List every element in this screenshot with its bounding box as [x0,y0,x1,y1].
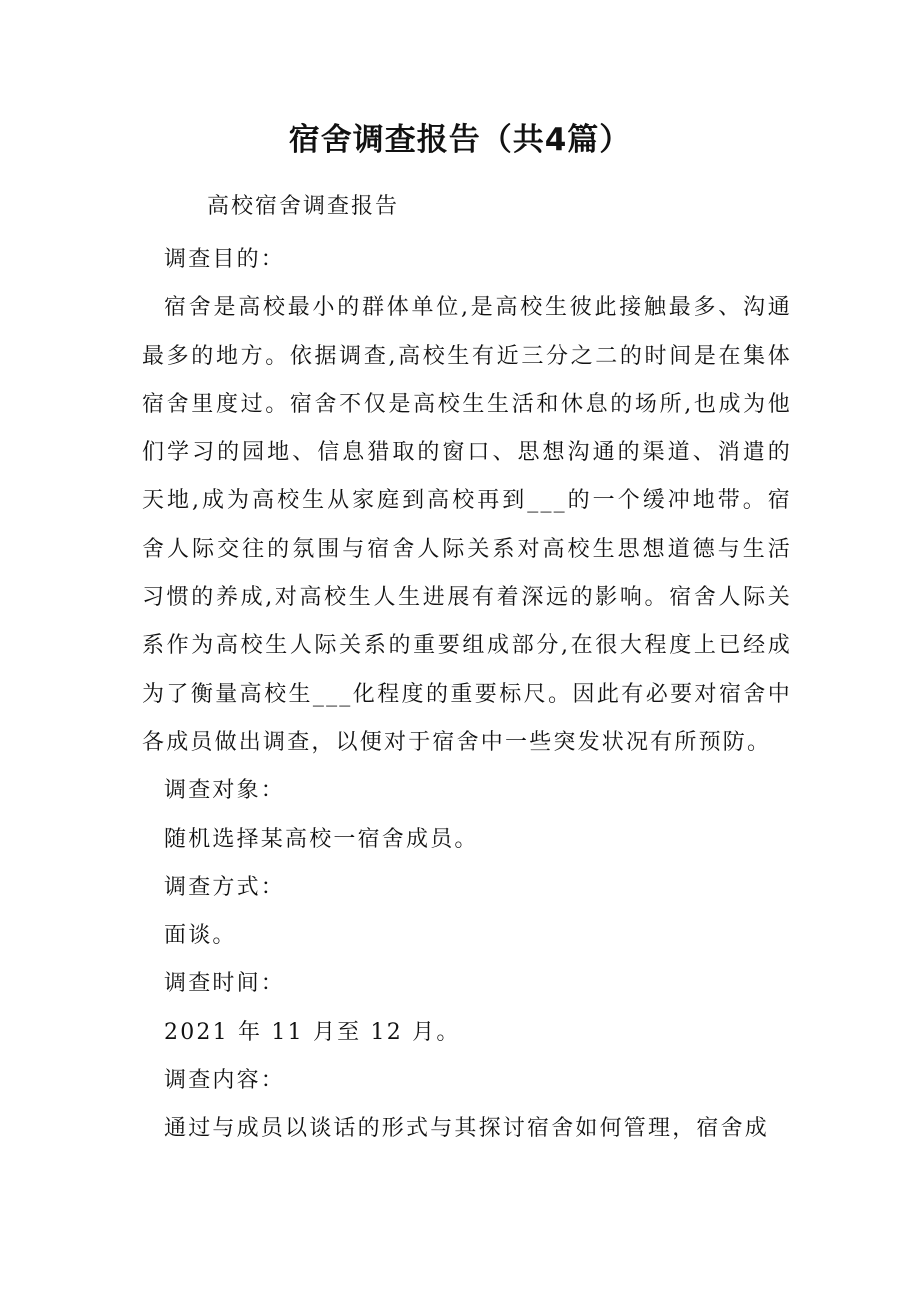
object-heading: 调查对象： [164,778,286,804]
document-body [142,236,792,1154]
content-text: 通过与成员以谈话的形式与其探讨宿舍如何管理，宿舍成 [164,1116,770,1142]
time-text: 2021 年 11 月至 12 月。 [164,1019,461,1045]
content-heading: 调查内容： [164,1068,286,1094]
purpose-paragraph: 宿舍是高校最小的群体单位,是高校生彼此接触最多、沟通最多的地方。依据调查,高校生有近三分之二的时间是在集体宿舍里度过。宿舍不仅是高校生生活和休息的场所,也成为他们学习的园地、信息猎取的窗口、思想沟通的渠道、消遣的天地,成为高校生从家庭到高校再到___的一个缓冲地带。宿舍人际交往的氛围与宿舍人际关系对高校生思想道德与生活习惯的养成,对高校生人生进展有着深远的影响。宿舍人际关系作为高校生人际关系的重要组成部分,在很大程度上已经成为了衡量高校生___化程度的重要标尺。因此有必要对宿舍中各成员做出调查，以便对于宿舍中一些突发状况有所预防。 [142,295,792,755]
method-heading: 调查方式： [164,874,286,900]
document-title: 宿舍调查报告（共4篇） [288,122,632,158]
purpose-heading: 调查目的： [164,247,286,272]
object-text: 随机选择某高校一宿舍成员。 [164,826,479,852]
time-heading: 调查时间： [164,971,286,997]
method-text: 面谈。 [164,923,237,949]
document-subtitle: 高校宿舍调查报告 [207,194,400,219]
